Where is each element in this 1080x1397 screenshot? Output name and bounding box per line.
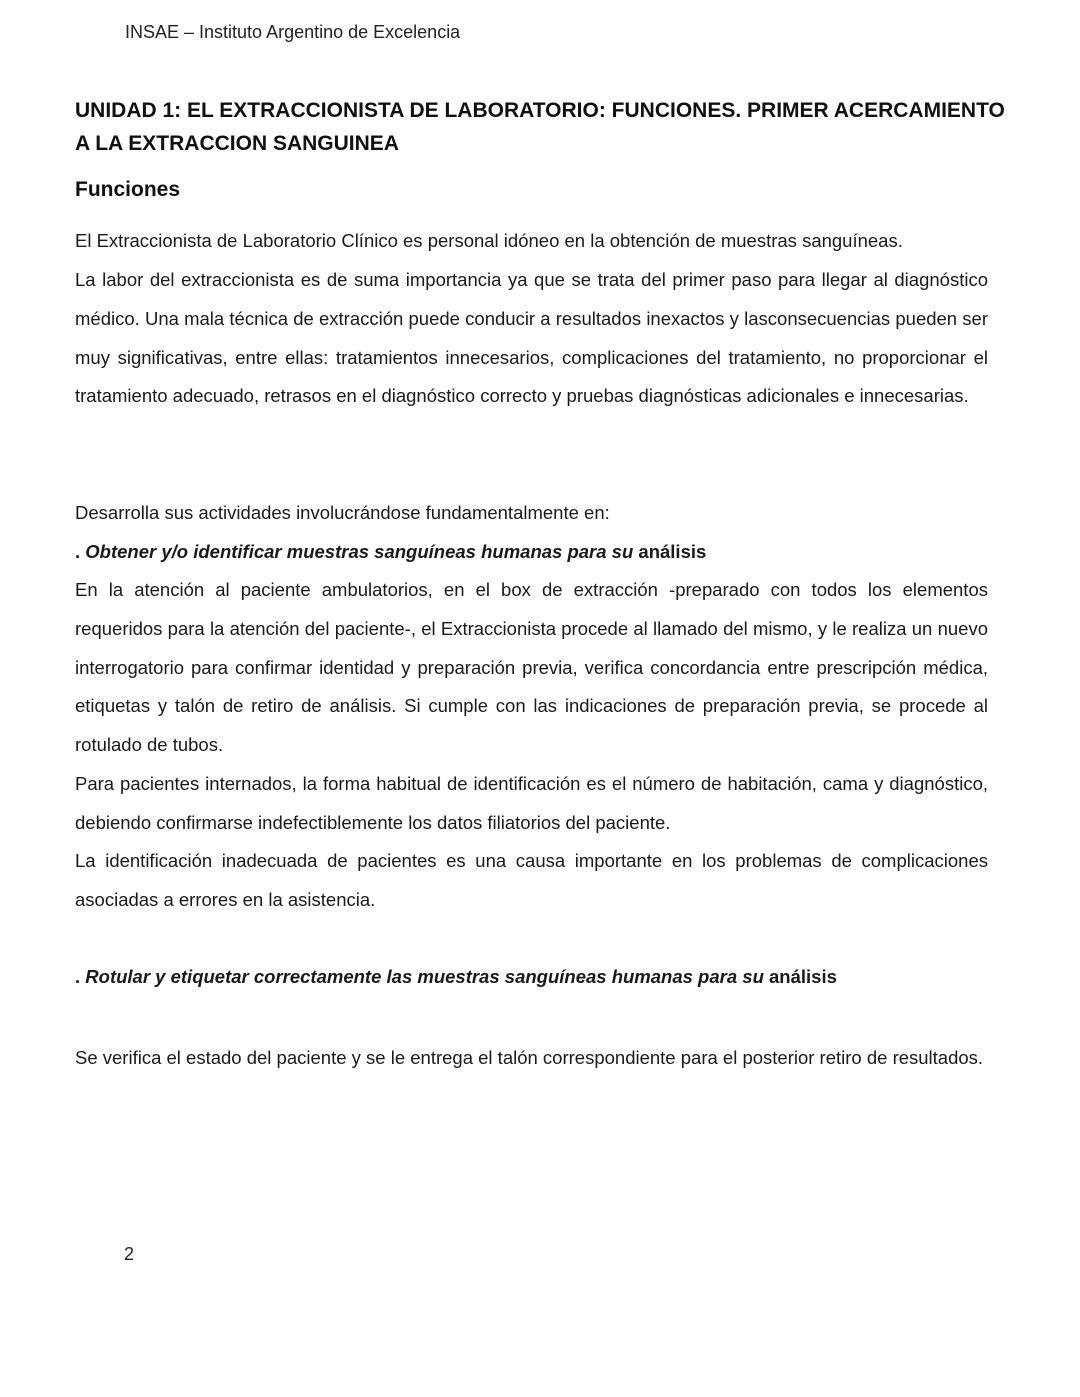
paragraph-text: El Extraccionista de Laboratorio Clínico es personal idóneo en la obtención de muestras sanguíneas. (75, 230, 903, 251)
page-header: INSAE – Instituto Argentino de Excelencia (125, 22, 461, 42)
section-title: Funciones (75, 178, 181, 201)
unit-title: UNIDAD 1: EL EXTRACCIONISTA DE LABORATORIO: FUNCIONES. PRIMER ACERCAMIENTO A LA EXTRACCION SANGUINEA (75, 99, 1005, 155)
bullet-marker: . (75, 966, 86, 987)
paragraph-identification: La identificación inadecuada de pacientes es una causa importante en los problemas de complicaciones asociadas a errores en la asistencia. (75, 850, 988, 910)
paragraph-patient-status: Se verifica el estado del paciente y se le entrega el talón correspondiente para el posterior retiro de resultados. (75, 1047, 984, 1068)
paragraph-inpatients: Para pacientes internados, la forma habitual de identificación es el número de habitación, cama y diagnóstico, debiendo confirmarse indefectiblemente los datos filiatorios del paciente. (75, 773, 988, 833)
list-item-emphasis: Rotular y etiquetar correctamente las muestras sanguíneas humanas para su (85, 966, 764, 987)
page-number: 2 (124, 1244, 135, 1264)
list-item-bold: análisis (763, 966, 837, 987)
bullet-marker: . (75, 541, 86, 562)
list-item-label-samples (75, 958, 988, 997)
list-item-bold: análisis (633, 541, 707, 562)
list-item-obtain-samples (75, 533, 988, 572)
paragraph-ambulatory: En la atención al paciente ambulatorios, en el box de extracción -preparado con todos los elementos requeridos para la atención del paciente-, el Extraccionista procede al llamado del mismo, y le realiza un nuevo interrogatorio para confirmar identidad y preparación previa, verifica concordancia entre prescripción médica, etiquetas y talón de retiro de análisis. Si cumple con las indicaciones de preparación previa, se procede al rotulado de tubos. (75, 579, 988, 756)
paragraph-definition (75, 222, 988, 261)
paragraph-activities-intro: Desarrolla sus actividades involucrándose fundamentalmente en: (75, 502, 610, 523)
list-item-emphasis: Obtener y/o identificar muestras sanguíneas humanas para su (85, 541, 634, 562)
paragraph-importance: La labor del extraccionista es de suma importancia ya que se trata del primer paso para llegar al diagnóstico médico. Una mala técnica de extracción puede conducir a resultados inexactos y lasconsecuencias pueden ser muy significativas, entre ellas: tratamientos innecesarios, complicaciones del tratamiento, no proporcionar el tratamiento adecuado, retrasos en el diagnóstico correcto y pruebas diagnósticas adicionales e innecesarias. (75, 269, 988, 407)
